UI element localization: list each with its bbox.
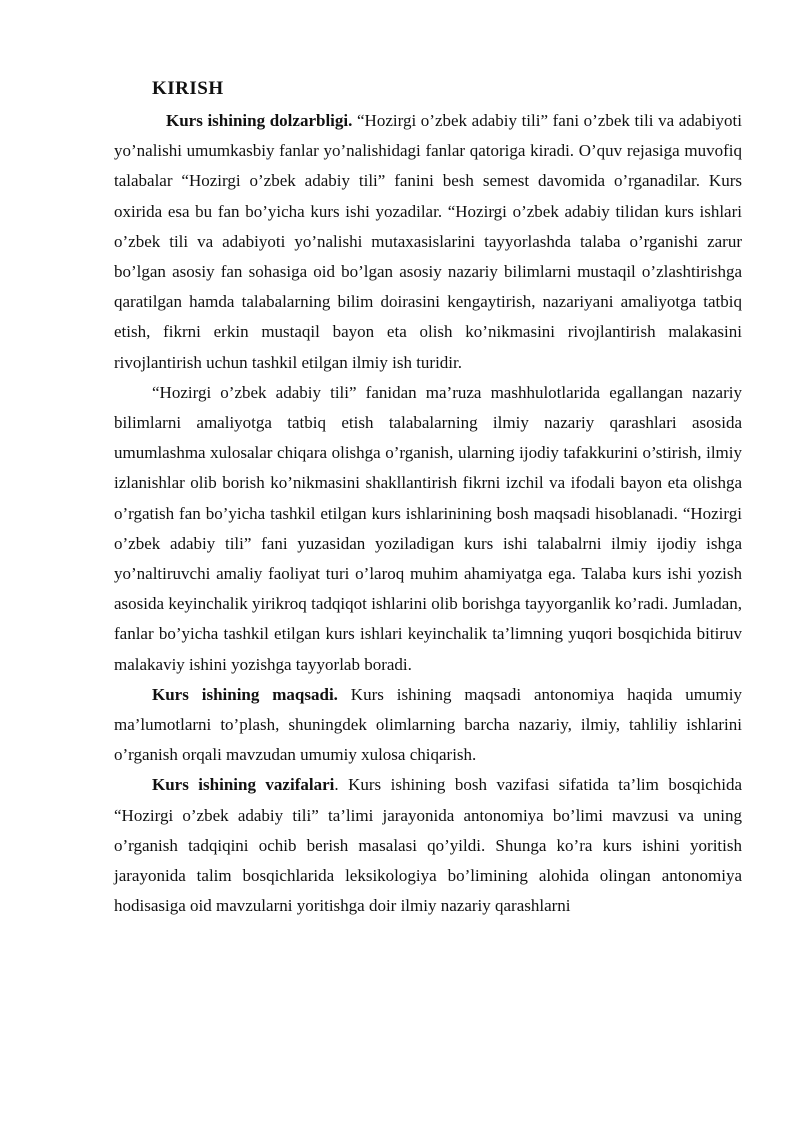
paragraph-lead: Kurs ishining maqsadi.: [152, 684, 338, 704]
section-heading: KIRISH: [152, 78, 224, 99]
paragraph-text: . Kurs ishining bosh vazifasi sifatida ta’lim bosqichida “Hozirgi o’zbek adabiy tili” ta’limi jarayonida antonomiya bo’limi mavzusi va uning o’rganish tadqiqini ochib berish masalasi qo’yildi. Shunga ko’ra kurs ishini yoritish jarayonida talim bosqichlarida leksikologiya bo’limining alohida olingan antonomiya hodisasiga oid mavzularni yoritishga doir ilmiy nazariy qarashlarni: [114, 775, 742, 916]
paragraph-lectures: [114, 378, 742, 680]
paragraph-lead: Kurs ishining vazifalari: [152, 775, 335, 795]
paragraph-lead: Kurs ishining dolzarbligi.: [166, 111, 353, 130]
paragraph-text: “Hozirgi o’zbek adabiy tili” fanidan ma’ruza mashhulotlarida egallangan nazariy bilimlarni amaliyotga tatbiq etish talabalarning ilmiy nazariy qarashlari asosida umumlashma xulosalar chiqara olishga o’rganish, ularning ijodiy tafakkurini o’stirish, ilmiy izlanishlar olib borish ko’nikmasini shakllantirish fikrni izchil va ifodali bayon eta olishga o’rgatish fan bo’yicha tashkil etilgan kurs ishlarinining bosh maqsadi hisoblanadi. “Hozirgi o’zbek adabiy tili” fani yuzasidan yoziladigan kurs ishi talabalrni ilmiy ijodiy ishga yo’naltiruvchi amaliy faoliyat turi o’laroq muhim ahamiyatga ega. Talaba kurs ishi yozish asosida keyinchalik yirikroq tadqiqot ishlarini olib borishga tayyorganlik ko’radi. Jumladan, fanlar bo’yicha tashkil etilgan kurs ishlari keyinchalik ta’limning yuqori bosqichida bitiruv malakaviy ishini yozishga tayyorlab boradi.: [114, 382, 742, 674]
paragraph-goal: [114, 680, 742, 771]
paragraph-tasks: [114, 770, 742, 921]
paragraph-text: “Hozirgi o’zbek adabiy tili” fani o’zbek tili va adabiyoti yo’nalishi umumkasbiy fanlar yo’nalishidagi fanlar qatoriga kiradi. O’quv rejasiga muvofiq talabalar “Hozirgi o’zbek adabiy tili” fanini besh semest davomida o’rganadilar. Kurs oxirida esa bu fan bo’yicha kurs ishi yozadilar. “Hozirgi o’zbek adabiy tilidan kurs ishlari o’zbek tili va adabiyoti yo’nalishi mutaxasislarini tayyorlashda talaba o’rganishi zarur bo’lgan asosiy fan sohasiga oid bo’lgan asosiy nazariy bilimlarni mustaqil o’zlashtirishga qaratilgan hamda talabalarning bilim doirasini kengaytirish, nazariyani amaliyotga tatbiq etish, fikrni erkin mustaqil bayon eta olish ko’nikmasini rivojlantirish malakasini rivojlantirish uchun tashkil etilgan ilmiy ish turidir.: [114, 111, 742, 372]
document-page: [114, 76, 742, 921]
paragraph-relevance: [114, 106, 742, 378]
paragraph-text: Kurs ishining maqsadi antonomiya haqida umumiy ma’lumotlarni to’plash, shuningdek olimlarning barcha nazariy, ilmiy, tahliliy ishlarini o’rganish orqali mavzudan umumiy xulosa chiqarish.: [114, 684, 742, 765]
